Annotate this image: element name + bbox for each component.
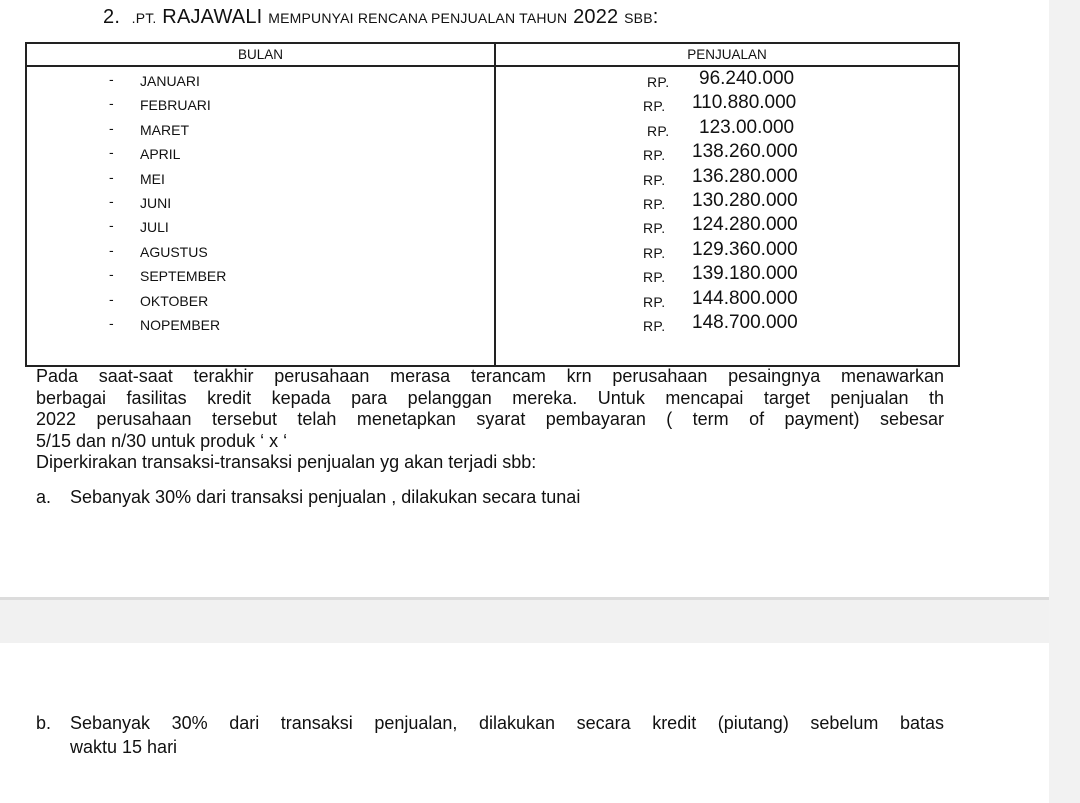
currency-label: RP. [643,171,666,188]
month-name: JANUARI [140,73,200,89]
row-dash: - [109,119,114,136]
row-dash: - [109,314,114,331]
page-separator [0,597,1049,643]
heading-year: 2022 [573,6,619,28]
sales-amount: 148.700.000 [692,311,798,333]
sales-amount: 136.280.000 [692,165,798,187]
table-row [496,213,958,237]
month-name: AGUSTUS [140,243,208,260]
scrollbar-track[interactable] [1049,0,1080,803]
list-text-continuation: waktu 15 hari [70,737,178,757]
currency-label: RP. [643,293,666,310]
month-column [26,66,495,366]
paragraph-line: berbagai fasilitas kredit kepada para pelanggan mereka. Untuk mencapai target penjualan th [36,387,944,408]
currency-label: RP. [643,244,666,261]
list-item-b [36,711,944,759]
row-dash: - [109,241,114,258]
sales-column [495,66,959,366]
month-name: FEBRUARI [140,97,211,114]
list-label: b. [36,713,52,733]
table-row [27,262,494,286]
month-name: NOPEMBER [140,316,221,333]
table-row [27,116,494,140]
sales-amount: 139.180.000 [692,263,798,285]
currency-label: RP. [647,122,670,139]
sales-amount: 138.260.000 [692,141,798,163]
question-heading [103,6,659,29]
sales-amount: 110.880.000 [692,92,797,114]
list-item-a [36,487,580,508]
heading-suffix: SBB [624,10,653,26]
sales-amount: 124.280.000 [692,214,798,236]
month-name: SEPTEMBER [140,268,227,285]
table-row [27,165,494,189]
table-row [27,189,494,213]
table-row [496,140,958,164]
currency-label: RP. [643,269,666,286]
sales-table [25,42,960,367]
table-row [496,165,958,189]
table-row [27,213,494,237]
row-dash: - [109,217,114,234]
table-row [27,140,494,164]
row-dash: - [109,71,114,87]
row-dash: - [109,168,114,185]
sales-amount: 123.00.000 [699,116,795,138]
paragraph-line: 2022 perusahaan tersebut telah menetapkan syarat pembayaran ( term of payment) sebesar [36,409,944,429]
paragraph-line: 5/15 dan n/30 untuk produk ‘ x ‘ [36,430,288,451]
row-dash: - [109,192,114,209]
sales-amount: 129.360.000 [692,238,798,260]
currency-label: RP. [643,317,666,334]
sales-amount: 96.240.000 [699,68,795,89]
list-text: Sebanyak 30% dari transaksi penjualan , dilakukan secara tunai [70,487,581,507]
sales-amount: 144.800.000 [692,287,798,309]
question-number: 2. [103,6,121,28]
month-name: MARET [140,121,189,138]
paragraph-line: Diperkirakan transaksi-transaksi penjualan yg akan terjadi sbb: [36,452,537,472]
table-row [496,189,958,213]
row-dash: - [109,290,114,307]
table-row [27,67,494,91]
table-row [496,116,958,140]
currency-label: RP. [643,220,666,237]
list-text: Sebanyak 30% dari transaksi penjualan, dilakukan secara kredit (piutang) sebelum batas [70,713,944,733]
table-row [27,287,494,311]
heading-middle: MEMPUNYAI RENCANA PENJUALAN TAHUN [268,10,568,26]
table-row [496,287,958,311]
table-row [496,91,958,115]
table-row [496,238,958,262]
table-row [27,311,494,335]
column-header-penjualan: PENJUALAN [495,43,959,66]
row-dash: - [109,266,114,283]
month-name: APRIL [140,146,181,163]
paragraph-line: Pada saat-saat terakhir perusahaan merasa terancam krn perusahaan pesaingnya menawarkan [36,366,944,386]
currency-label: RP. [643,147,666,164]
table-row [496,311,958,335]
currency-label: RP. [647,74,670,90]
month-name: JULI [140,219,169,236]
table-row [27,91,494,115]
sales-amount: 130.280.000 [692,189,798,211]
company-name: RAJAWALI [162,6,263,28]
heading-colon: : [652,6,659,28]
month-name: OKTOBER [140,292,209,309]
table-row [496,262,958,286]
currency-label: RP. [643,98,666,115]
table-row [27,238,494,262]
row-dash: - [109,144,114,161]
table-row [496,67,958,91]
month-name: JUNI [140,194,172,211]
company-prefix: .PT. [131,10,157,26]
list-label: a. [36,487,52,507]
currency-label: RP. [643,195,666,212]
column-header-bulan: BULAN [26,43,495,66]
month-name: MEI [140,170,165,187]
row-dash: - [109,95,114,112]
problem-paragraph [36,366,944,474]
